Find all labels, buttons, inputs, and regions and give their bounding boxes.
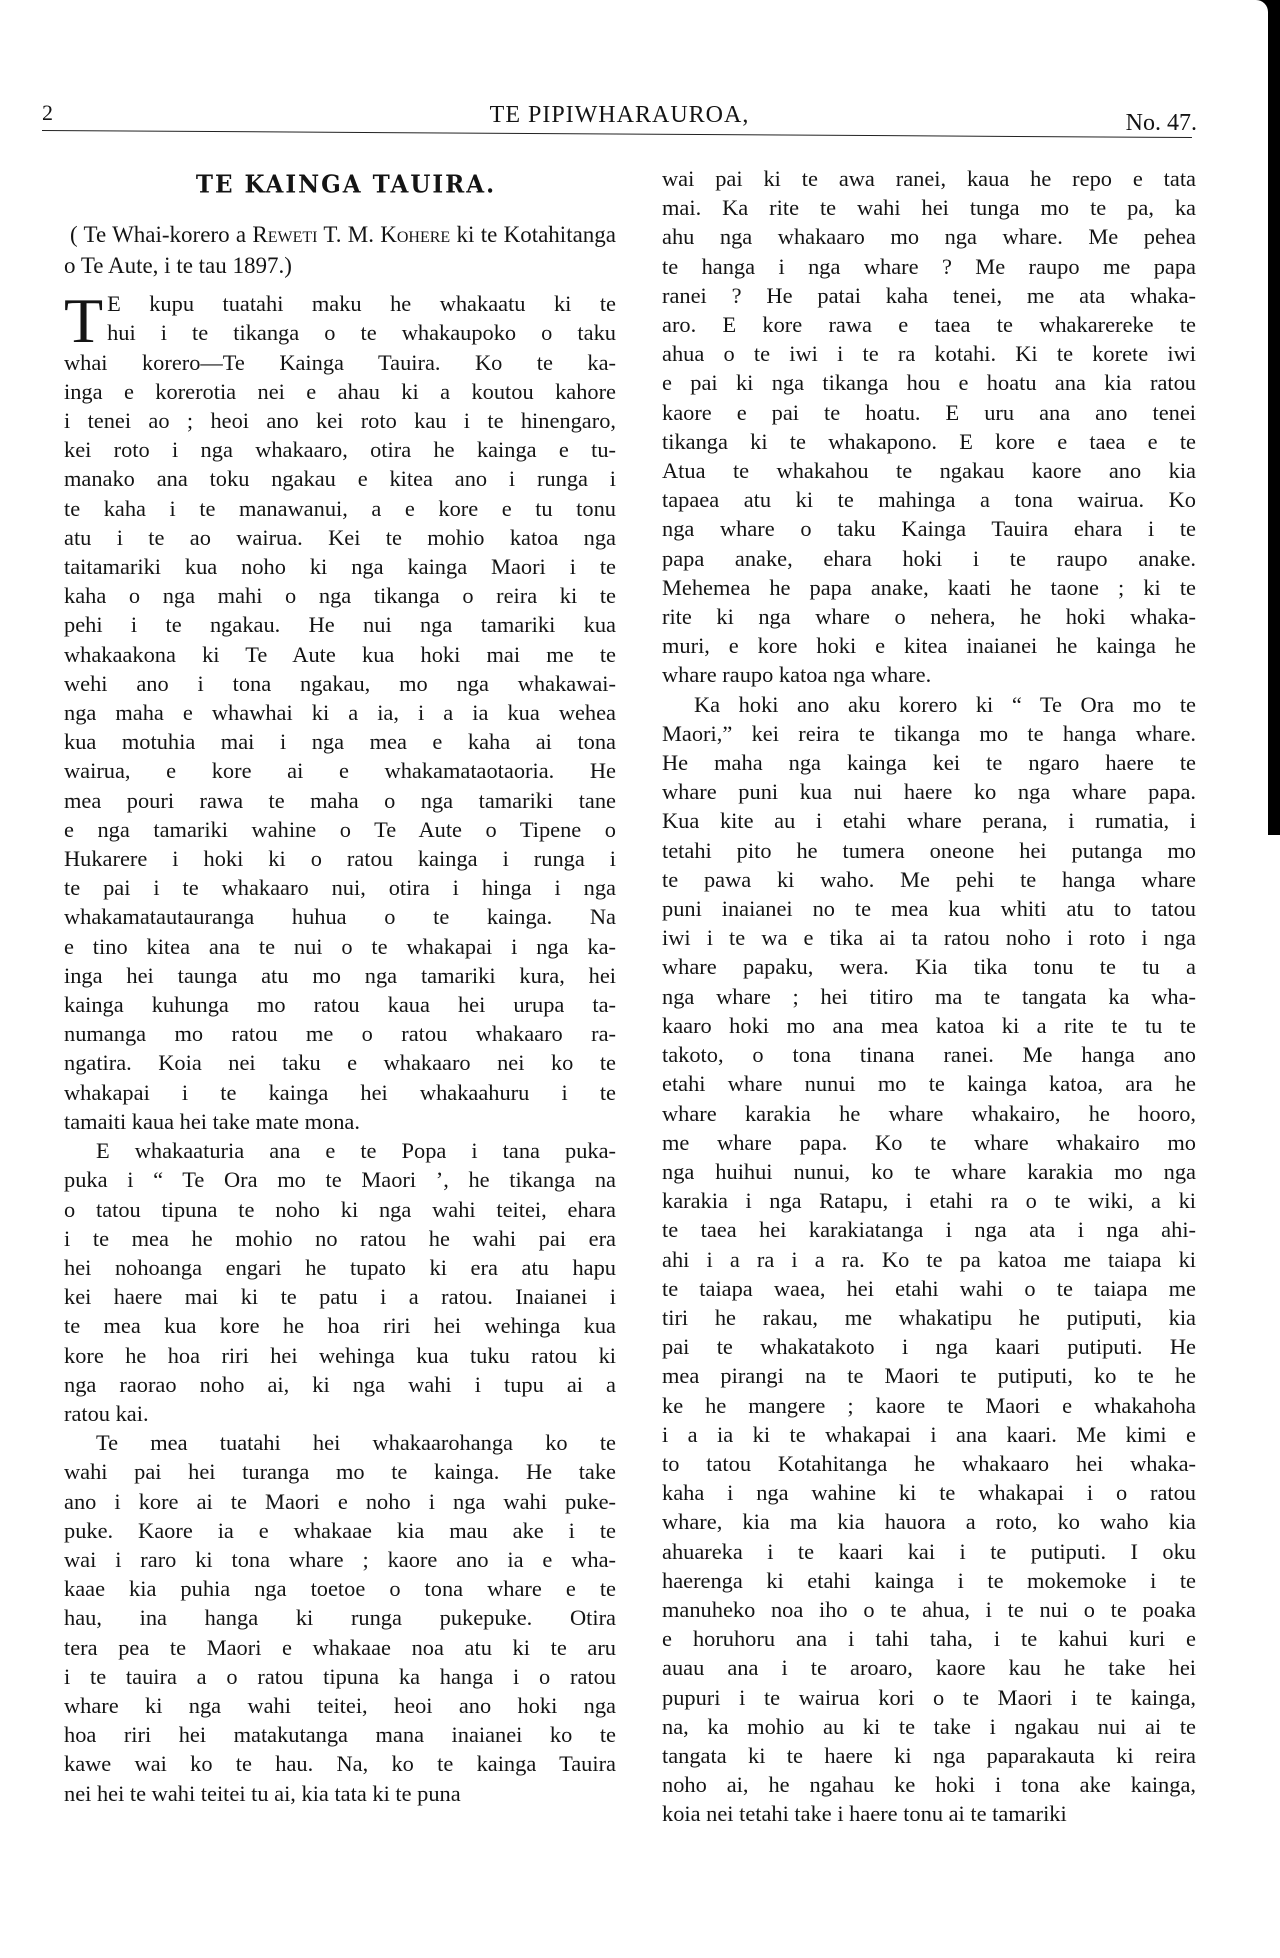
text-line: te pai i te whakaaro nui, otira i hinga i nga (64, 875, 616, 901)
text-line: whare karakia he whare whakairo, he hooro, (662, 1100, 1196, 1126)
text-line: tangata ki te haere ki nga paparakauta ki reira (662, 1742, 1196, 1768)
text-line: papa anake, ehara hoki i te raupo anake. (662, 545, 1196, 571)
text-line: kaae kia puhia nga toetoe o tona whare e te (64, 1576, 616, 1602)
text-line: manuheko noa iho o te ahua, i te nui o te poaka (662, 1596, 1196, 1622)
left-column (64, 170, 616, 1808)
text-line: ratou kai. (64, 1400, 149, 1426)
text-line: whare puni kua nui haere ko nga whare papa. (662, 779, 1196, 805)
text-line: puke. Kaore ia e whakaae kia mau ake i te (64, 1517, 616, 1543)
text-line: E kupu tuatahi maku he whakaatu ki te (107, 291, 616, 317)
text-line: nga huihui nunui, ko te whare karakia mo nga (662, 1158, 1196, 1184)
article-title: TE KAINGA TAUIRA. (195, 170, 497, 199)
text-line: Atua te whakahou te ngakau kaore ano kia (662, 458, 1196, 484)
right-column-body (662, 164, 1196, 1829)
text-line: e horuhoru ana i tahi taha, i te kahui kuri e (662, 1626, 1196, 1652)
text-line: i tenei ao ; heoi ano kei roto kau i te hinengaro, (64, 408, 616, 434)
text-line: Mehemea he papa anake, kaati he taone ; ki te (662, 574, 1196, 600)
text-line: numanga mo ratou me o ratou whakaaro ra- (64, 1021, 616, 1047)
text-line: te pawa ki waho. Me pehi te hanga whare (662, 866, 1196, 892)
text-line: te taea hei karakiatanga i nga ata i nga ahi- (662, 1217, 1196, 1243)
text-line: koia nei tetahi take i haere tonu ai te tamariki (662, 1801, 1067, 1827)
text-line: whai korero—Te Kainga Tauira. Ko te ka- (64, 349, 616, 375)
text-line: puka i “ Te Ora mo te Maori ’, he tikanga na (64, 1167, 616, 1193)
text-line: te mea kua kore he hoa riri hei wehinga kua (64, 1313, 616, 1339)
text-line: whare raupo katoa nga whare. (662, 662, 932, 688)
text-line: kua motuhia mai i nga mea e kaha ai tona (64, 729, 616, 755)
text-line: whare ki nga wahi teitei, heoi ano hoki nga (64, 1692, 616, 1718)
text-line: ngatira. Koia nei taku e whakaaro nei ko te (64, 1050, 616, 1076)
text-line: mai. Ka rite te wahi hei tunga mo te pa, ka (662, 195, 1196, 221)
text-line: te kaha i te manawanui, a e kore e tu tonu (64, 495, 616, 521)
paragraph (64, 1428, 616, 1808)
text-line: manako ana toku ngakau e kitea ano i runga i (64, 466, 616, 492)
left-column-body (64, 285, 616, 1808)
text-line: puni inaianei no te mea kua whiti atu to tatou (662, 896, 1196, 922)
text-line: kaha o nga mahi o nga tikanga o reira ki te (64, 583, 616, 609)
text-line: tera pea te Maori e whakaae noa atu ki te aru (64, 1634, 616, 1660)
text-line: e pai ki nga tikanga hou e hoatu ana kia ratou (662, 370, 1196, 396)
issue-number: No. 47. (1125, 110, 1197, 136)
text-line: kawe wai ko te hau. Na, ko te kainga Tauira (64, 1751, 616, 1777)
text-line: te taiapa waea, hei etahi wahi o te taiapa me (662, 1275, 1196, 1301)
text-line: E whakaaturia ana e te Popa i tana puka- (96, 1138, 616, 1164)
text-line: noho ai, he ngahau ke hoki i tona ake kainga, (662, 1772, 1196, 1798)
text-line: inga e korerotia nei e ahau ki a koutou kahore (64, 378, 616, 404)
text-line: nga maha e whawhai ki a ia, i a ia kua wehea (64, 700, 616, 726)
paragraph (662, 164, 1196, 690)
text-line: mea pouri rawa te maha o nga tamariki tane (64, 787, 616, 813)
text-line: kaaro hoki mo ana mea katoa ki a rite te tu te (662, 1012, 1196, 1038)
text-line: tiri he rakau, me whakatipu he putiputi, kia (662, 1304, 1196, 1330)
text-line: te hanga i nga whare ? Me raupo me papa (662, 253, 1196, 279)
text-line: o tatou tipuna te noho ki nga wahi teitei, ehara (64, 1196, 616, 1222)
text-line: He maha nga kainga kei te ngaro haere te (662, 750, 1196, 776)
text-line: ahi i a ra i a ra. Ko te pa katoa me taiapa ki (662, 1246, 1196, 1272)
text-line: wehi ano i tona ngakau, mo nga whakawai- (64, 670, 616, 696)
text-line: ahu nga whakaaro mo nga whare. Me pehea (662, 224, 1196, 250)
text-line: haerenga ki etahi kainga i te mokemoke i te (662, 1567, 1196, 1593)
text-line: to tatou Kotahitanga he whakaaro hei whaka- (662, 1450, 1196, 1476)
text-line: pehi i te ngakau. He nui nga tamariki kua (64, 612, 616, 638)
text-line: ranei ? He patai kaha tenei, me ata whaka- (662, 282, 1196, 308)
drop-cap: T (64, 285, 104, 357)
page-number: 2 (42, 100, 53, 125)
text-line: tikanga ki te whakapono. E kore e taea e te (662, 428, 1196, 454)
journal-title: TE PIPIWHARAUROA, (489, 102, 750, 128)
text-line: me whare papa. Ko te whare whakairo mo (662, 1129, 1196, 1155)
text-line: i a ia ki te whakapai i ana kaari. Me kimi e (662, 1421, 1196, 1447)
byline-prefix: ( Te Whai-korero a (70, 222, 253, 248)
text-line: kei haere mai ki te patu i a ratou. Inaianei i (64, 1284, 616, 1310)
text-line: auau ana i te aroaro, kaore kau he take hei (662, 1655, 1196, 1681)
text-line: pai te whakatakoto i nga kaari putiputi. He (662, 1334, 1196, 1360)
paragraph (662, 690, 1196, 1829)
text-line: i te tauira a o ratou tipuna ka hanga i o ratou (64, 1663, 616, 1689)
text-line: kore he hoa riri hei wehinga kua tuku ratou ki (64, 1342, 616, 1368)
text-line: i te mea he mohio no ratou he wahi pai era (64, 1225, 616, 1251)
text-line: aro. E kore rawa e taea te whakarereke te (662, 312, 1196, 338)
text-line: Kua kite au i etahi whare perana, i rumatia, i (662, 808, 1196, 834)
text-line: atu i te ao wairua. Kei te mohio katoa nga (64, 524, 616, 550)
text-line: wai i raro ki tona whare ; kaore ano ia e wha- (64, 1546, 616, 1572)
text-line: ahua o te iwi i te ra kotahi. Ki te korete iwi (662, 341, 1196, 367)
text-line: ke he mangere ; kaore te Maori e whakahoha (662, 1392, 1196, 1418)
text-line: nga whare o taku Kainga Tauira ehara i te (662, 516, 1196, 542)
text-line: hui i te tikanga o te whakaupoko o taku (107, 320, 616, 346)
text-line: muri, e kore hoki e kitea inaianei he kainga he (662, 633, 1196, 659)
text-line: tapaea atu ki te mahinga a tona wairua. Ko (662, 487, 1196, 513)
text-line: hau, ina hanga ki runga pukepuke. Otira (64, 1605, 616, 1631)
text-line: kainga kuhunga mo ratou kaua hei urupa ta- (64, 992, 616, 1018)
byline-author: Reweti T. M. Kohere (252, 222, 451, 248)
byline-suffix: ki te Kotahitanga o Te Aute, i te tau 1897.) (64, 222, 616, 279)
text-line: wairua, e kore ai e whakamataotaoria. He (64, 758, 616, 784)
text-line: hoa riri hei matakutanga mana inaianei ko te (64, 1722, 616, 1748)
text-line: inga hei taunga atu mo nga tamariki kura, hei (64, 962, 616, 988)
text-line: hei nohoanga engari he tupato ki era atu hapu (64, 1254, 616, 1280)
text-line: whare papaku, wera. Kia tika tonu te tu a (662, 954, 1196, 980)
text-line: tamaiti kaua hei take mate mona. (64, 1108, 360, 1134)
text-line: nga raorao noho ai, ki nga wahi i tupu ai a (64, 1371, 616, 1397)
text-line: wai pai ki te awa ranei, kaua he repo e tata (662, 166, 1196, 191)
text-line: e tino kitea ana te nui o te whakapai i nga ka- (64, 933, 616, 959)
text-line: iwi i te wa e tika ai ta ratou noho i roto i nga (662, 925, 1196, 951)
text-line: Te mea tuatahi hei whakaarohanga ko te (96, 1430, 616, 1456)
paragraph (64, 285, 616, 1136)
text-line: whakamatautauranga huhua o te kainga. Na (64, 904, 616, 930)
text-line: e nga tamariki wahine o Te Aute o Tipene o (64, 816, 616, 842)
text-line: Hukarere i hoki ki o ratou kainga i runga i (64, 846, 616, 872)
right-column (662, 164, 1196, 1829)
text-line: kaore e pai te hoatu. E uru ana ano tenei (662, 399, 1196, 425)
text-line: rite ki nga whare o nehera, he hoki whaka- (662, 604, 1196, 630)
text-line: wahi pai hei turanga mo te kainga. He take (64, 1459, 616, 1485)
running-head (42, 96, 1197, 136)
text-line: etahi whare nunui mo te kainga katoa, ara he (662, 1071, 1196, 1097)
text-line: whakaakona ki Te Aute kua hoki mai me te (64, 641, 616, 667)
text-line: ahuareka i te kaari kai i te putiputi. I oku (662, 1538, 1196, 1564)
text-line: kei roto i nga whakaaro, otira he kainga e tu- (64, 437, 616, 463)
text-line: taitamariki kua noho ki nga kainga Maori i te (64, 554, 616, 580)
text-line: Ka hoki ano aku korero ki “ Te Ora mo te (694, 691, 1196, 717)
text-line: nei hei te wahi teitei tu ai, kia tata ki te puna (64, 1780, 461, 1806)
text-line: whare, kia ma kia hauora a roto, ko waho kia (662, 1509, 1196, 1535)
text-line: ano i kore ai te Maori e noho i nga wahi puke- (64, 1488, 616, 1514)
text-line: Maori,” kei reira te tikanga mo te hanga whare. (662, 720, 1196, 746)
text-line: takoto, o tona tinana ranei. Me hanga ano (662, 1042, 1196, 1068)
scan-edge-corner (1256, 0, 1268, 14)
text-line: mea pirangi na te Maori te putiputi, ko te he (662, 1363, 1196, 1389)
text-line: kaha i nga wahine ki te whakapai i o ratou (662, 1480, 1196, 1506)
article-byline (64, 219, 616, 281)
text-line: tetahi pito he tumera oneone hei putanga mo (662, 837, 1196, 863)
paragraph (64, 1136, 616, 1428)
text-line: karakia i nga Ratapu, i etahi ra o te wiki, a ki (662, 1188, 1196, 1214)
text-line: whakapai i te kainga hei whakaahuru i te (64, 1079, 616, 1105)
text-line: pupuri i te wairua kori o te Maori i te kainga, (662, 1684, 1196, 1710)
text-line: na, ka mohio au ki te take i ngakau nui ai te (662, 1713, 1196, 1739)
text-line: nga whare ; hei titiro ma te tangata ka wha- (662, 983, 1196, 1009)
scan-edge-shadow (1268, 0, 1280, 835)
